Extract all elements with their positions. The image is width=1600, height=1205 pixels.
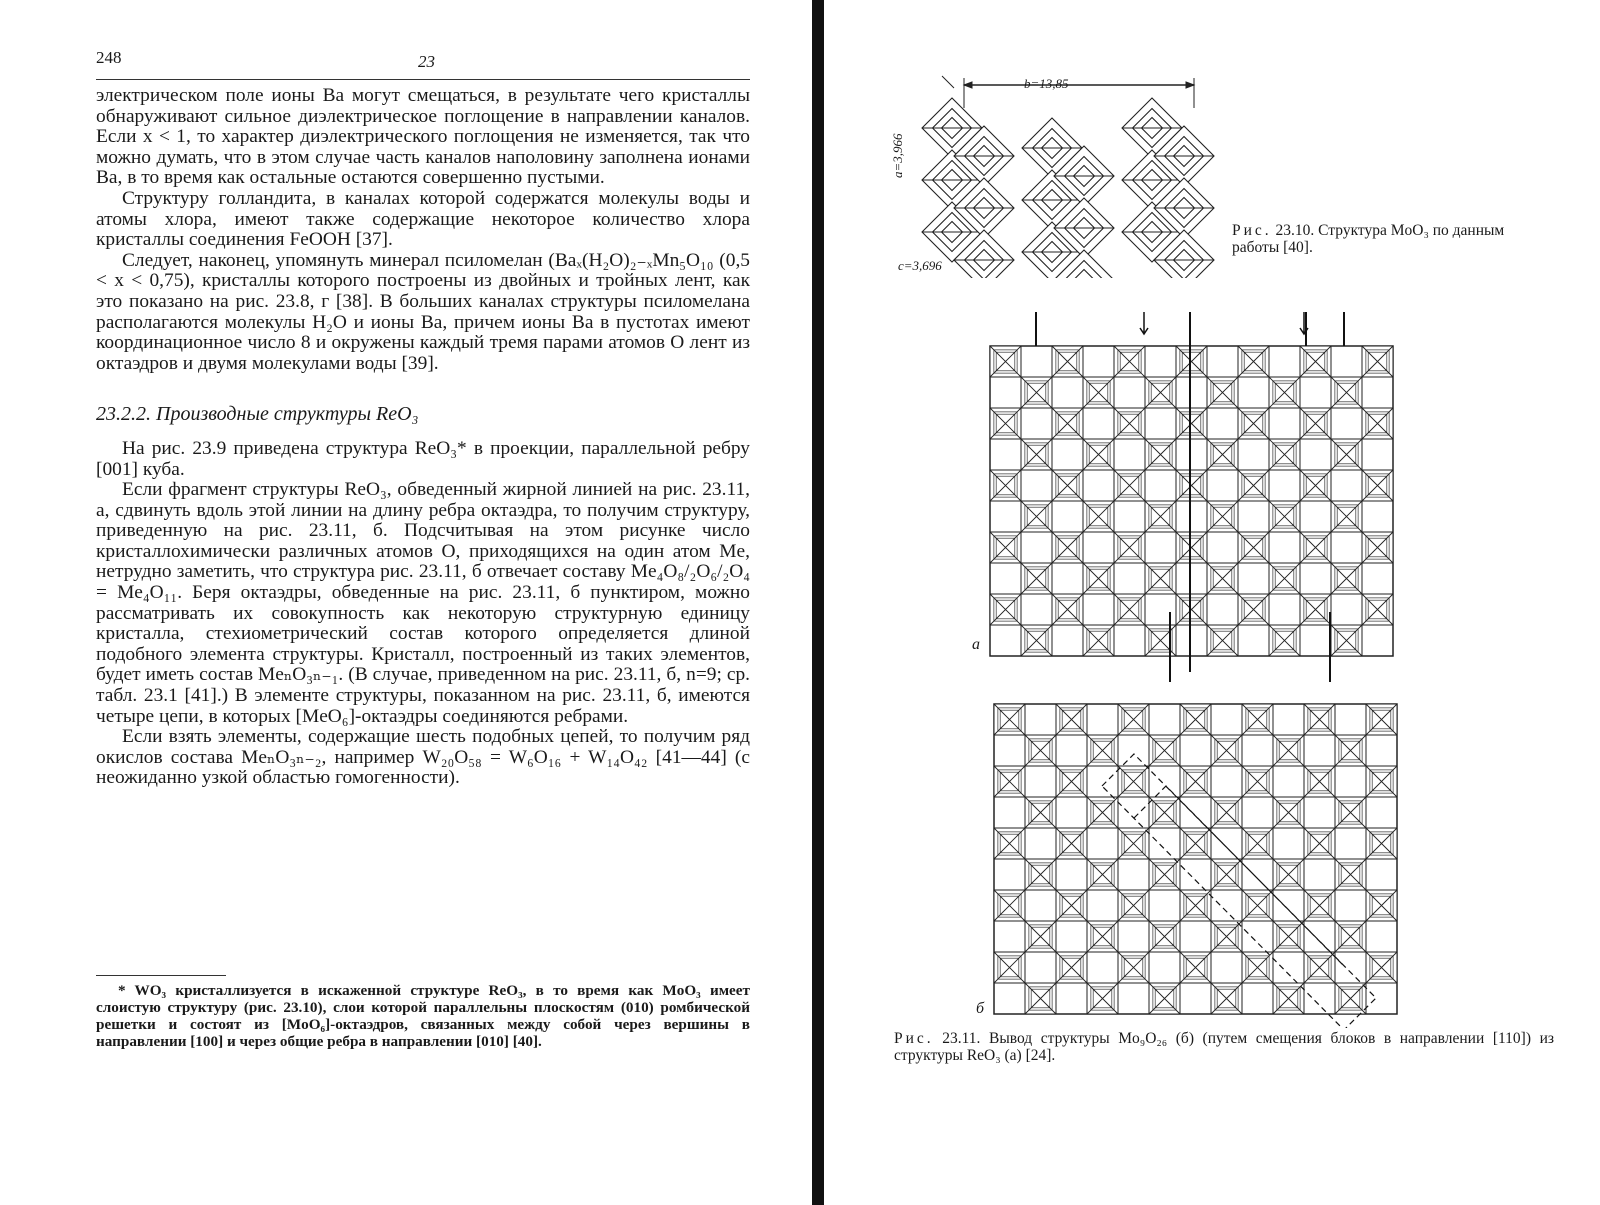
book-spine: [812, 0, 824, 1205]
right-page: [824, 0, 1600, 1205]
body-text: [96, 86, 750, 789]
figure-23-11-b: [984, 698, 1404, 1028]
chapter-number: 23: [418, 52, 435, 71]
paragraph: Если взять элементы, содержащие шесть подобных цепей, то получим ряд окислов состава MeₙO₃ₙ₋₂, например W₂₀O₅₈ = W₆O₁₆ + W₁₄O₄₂ [41—44] (с неожиданно узкой областью гомогенности).: [96, 726, 750, 789]
figure-23-10-caption: Рис. 23.10. Структура MoO₃ по данным работы [40].: [1232, 222, 1505, 256]
figure-a-label: а: [972, 636, 980, 653]
a-dimension-label: a=3,966: [890, 133, 905, 178]
b-dimension-label: b=13,85: [1024, 76, 1069, 91]
paragraph: электрическом поле ионы Ва могут смещаться, в результате чего кристаллы обнаруживают сильное диэлектрическое поглощение в направлении каналов. Если x < 1, то характер диэлектрического поглощения не изменяется, так что можно думать, что в этом случае часть каналов наполовину заполнена ионами Ва, в то время как остальные остаются совершенно пустыми.: [96, 85, 750, 189]
figure-23-10: [894, 68, 1254, 278]
header-rule: [96, 79, 750, 80]
figure-b-label: б: [976, 1000, 985, 1017]
section-heading: 23.2.2. Производные структуры ReO₃: [96, 403, 419, 426]
c-dimension-label: c=3,696: [898, 258, 942, 273]
paragraph: На рис. 23.9 приведена структура ReO₃* в проекции, параллельной ребру [001] куба.: [96, 437, 750, 480]
paragraph: Следует, наконец, упомянуть минерал псиломелан (Baₓ(H₂O)₂₋ₓMn₅O₁₀ (0,5 < x < 0,75), кристаллы которого построены из двойных и тройных лент, как это показано на рис. 23.8, г [38]. В больших каналах структуры псиломелана располагаются молекулы H₂O и ионы Ва, причем ионы Ва в пустотах имеют координационное число 8 и окружены каждый тремя парами атомов O лент из октаэдров и двумя молекулами воды [39].: [96, 249, 750, 374]
page-number: 248: [96, 48, 122, 67]
paragraph: Если фрагмент структуры ReO₃, обведенный жирной линией на рис. 23.11, а, сдвинуть вдоль этой линии на длину ребра октаэдра, то получим структуру, приведенную на рис. 23.11, б. Подсчитывая на этом рисунке число кристаллохимически различных атомов O, приходящихся на один атом Me, нетрудно заметить, что структура рис. 23.11, б отвечает составу Me₄O₈/₂O₆/₂O₄ = Me₄O₁₁. Беря октаэдры, обведенные на рис. 23.11, б пунктиром, можно рассматривать их совокупность как некоторую структурную единицу кристалла, стехиометрический состав которого определяется длиной подобного элемента структуры. Кристалл, построенный из таких элементов, будет иметь состав MeₙO₃ₙ₋₁. (В случае, приведенном на рис. 23.11, б, n=9; ср. табл. 23.1 [41].) В элементе структуры, показанном на рис. 23.11, б, имеются четыре цепи, в которых [MeO₆]-октаэдры соединяются ребрами.: [96, 479, 750, 727]
footnote-rule: [96, 975, 226, 976]
figure-23-11-a: [974, 312, 1394, 682]
paragraph: Структуру голландита, в каналах которой содержатся молекулы воды и атомы хлора, имеют также содержащие некоторое количество хлора кристаллы соединения FeOOH [37].: [96, 187, 750, 251]
arrow-down-icon: [1140, 312, 1148, 334]
footnote: * WO₃ кристаллизуется в искаженной структуре ReO₃, в то время как MoO₃ имеет слоистую структуру (рис. 23.10), слои которой параллельны плоскостям (010) ромбической решетки и состоят из [MoO₆]-октаэдров, связанных между собой через вершины в направлении [100] и через общие ребра в направлении [010] [40].: [96, 982, 750, 1050]
figure-23-11-caption: Рис. 23.11. Вывод структуры Mo₉O₂₆ (б) (путем смещения блоков в направлении [110]) из структуры ReO₃ (а) [24].: [894, 1030, 1554, 1064]
